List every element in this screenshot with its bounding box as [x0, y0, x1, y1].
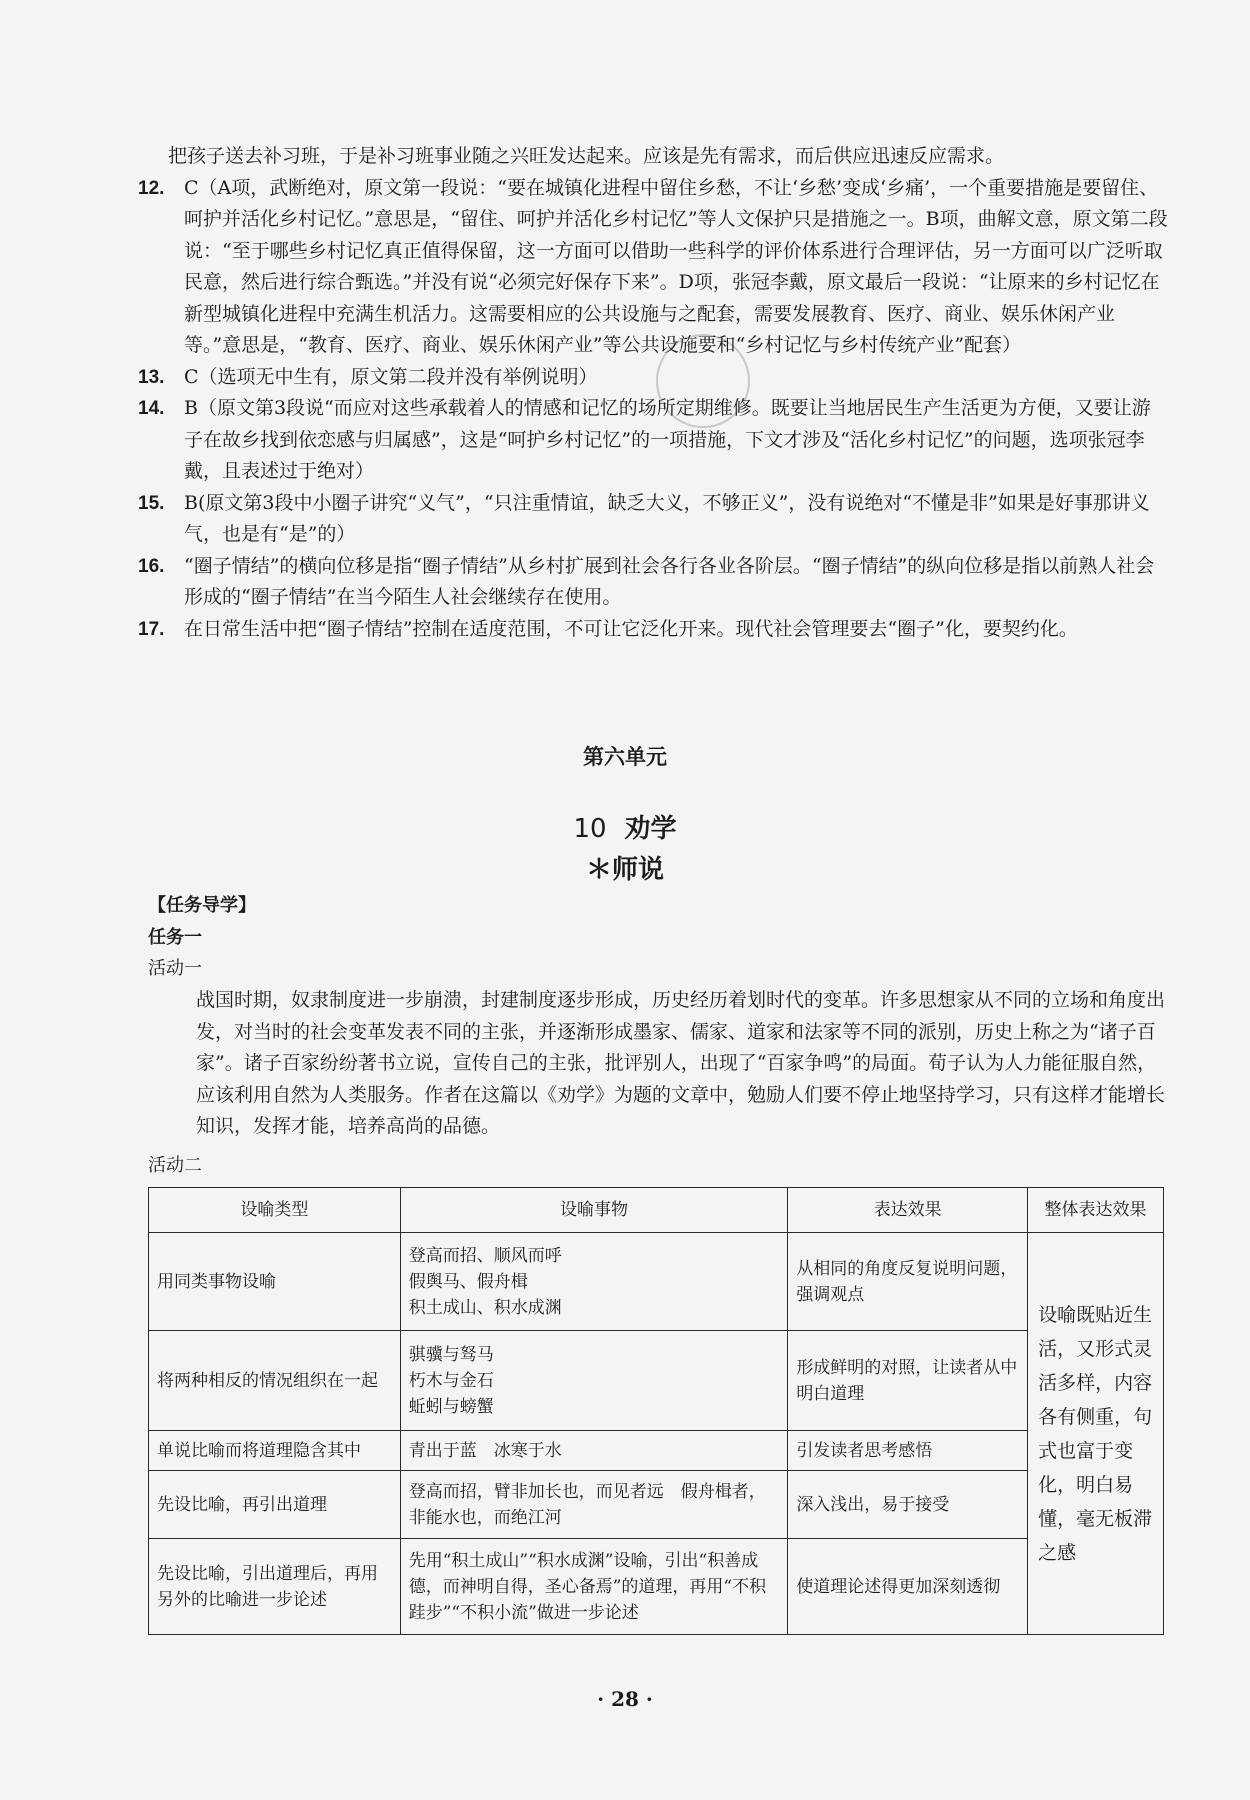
- page-number: · 28 ·: [597, 1687, 653, 1711]
- answer-number: 15.: [138, 492, 165, 514]
- unit-title: 第六单元: [583, 745, 667, 769]
- answer-item: [138, 551, 1168, 614]
- activity-heading: 活动二: [148, 1155, 202, 1176]
- effect-cell: 形成鲜明的对照，让读者从中明白道理: [788, 1331, 1028, 1431]
- table-header-cell: 设喻事物: [400, 1188, 788, 1233]
- metaphor-thing: 青出于蓝 冰寒于水: [408, 1440, 562, 1461]
- metaphor-table: [148, 1187, 1164, 1635]
- overall-effect-cell: 设喻既贴近生活，又形式灵活多样，内容各有侧重，句式也富于变化，明白易懂，毫无板滞之感: [1028, 1233, 1164, 1635]
- answer-number: 12.: [138, 177, 165, 199]
- lesson-title: [0, 810, 1250, 848]
- effect-cell: 使道理论述得更加深刻透彻: [788, 1539, 1028, 1635]
- metaphor-things-cell: [400, 1539, 788, 1635]
- metaphor-thing: 先用“积土成山”“积水成渊”设喻，引出“积善成德，而神明自得，圣心备焉”的道理，再用“不积跬步”“不积小流”做进一步论述: [408, 1550, 767, 1623]
- metaphor-things-cell: [400, 1331, 788, 1431]
- table-row: [149, 1233, 1164, 1331]
- answer-text: C（A项，武断绝对，原文第一段说：“要在城镇化进程中留住乡愁，不让‘乡愁’变成‘乡痛’，一个重要措施是要留住、呵护并活化乡村记忆。”意思是，“留住、呵护并活化乡村记忆”等人文保护只是措施之一。B项，曲解文意，原文第二段说：“至于哪些乡村记忆真正值得保留，这一方面可以借助一些科学的评价体系进行合理评估，另一方面可以广泛听取民意，然后进行综合甄选。”并没有说“必须完好保存下来”。D项，张冠李戴，原文最后一段说：“让原来的乡村记忆在新型城镇化进程中充满生机活力。这需要相应的公共设施与之配套，需要发展教育、医疗、商业、娱乐休闲产业等。”意思是，“教育、医疗、商业、娱乐休闲产业”等公共设施要和“乡村记忆与乡村传统产业”配套）: [184, 176, 1168, 356]
- answer-number: 16.: [138, 555, 165, 577]
- metaphor-things-cell: [400, 1471, 788, 1539]
- answer-item: [138, 173, 1168, 362]
- metaphor-thing: 蚯蚓与螃蟹: [408, 1396, 494, 1417]
- metaphor-things-cell: [400, 1233, 788, 1331]
- answer-number: 14.: [138, 398, 165, 419]
- task-heading: 任务一: [148, 927, 202, 948]
- table-header-cell: 设喻类型: [149, 1188, 401, 1233]
- answer-text: C（选项无中生有，原文第二段并没有举例说明）: [184, 365, 598, 388]
- activity-heading: 活动一: [148, 958, 202, 979]
- table-header-row: [149, 1188, 1164, 1233]
- metaphor-type-cell: 单说比喻而将道理隐含其中: [149, 1431, 401, 1471]
- metaphor-thing: 朽木与金石: [408, 1370, 494, 1391]
- answer-number: 13.: [138, 366, 165, 388]
- table-header-cell: 整体表达效果: [1028, 1188, 1164, 1233]
- metaphor-things-cell: [400, 1431, 788, 1471]
- answer-text: B(原文第3段中小圈子讲究“义气”，“只注重情谊，缺乏大义，不够正义”，没有说绝对“不懂是非”如果是好事那讲义气，也是有“是”的）: [184, 491, 1150, 545]
- section-guide-heading: 【任务导学】: [148, 895, 256, 916]
- metaphor-type-cell: 将两种相反的情况组织在一起: [149, 1331, 401, 1431]
- metaphor-thing: 登高而招、顺风而呼: [408, 1245, 562, 1266]
- activity-paragraph: 战国时期，奴隶制度进一步崩溃，封建制度逐步形成，历史经历着划时代的变革。许多思想家从不同的立场和角度出发，对当时的社会变革发表不同的主张，并逐渐形成墨家、儒家、道家和法家等不同的派别，历史上称之为“诸子百家”。诸子百家纷纷著书立说，宣传自己的主张，批评别人，出现了“百家争鸣”的局面。荀子认为人力能征服自然，应该利用自然为人类服务。作者在这篇以《劝学》为题的文章中，勉励人们要不停止地坚持学习，只有这样才能增长知识，发挥才能，培养高尚的品德。: [196, 989, 1166, 1137]
- answer-number: 17.: [138, 618, 165, 640]
- lesson-subtitle: ＊师说: [585, 855, 664, 885]
- metaphor-thing: 登高而招，臂非加长也，而见者远 假舟楫者，非能水也，而绝江河: [408, 1481, 766, 1528]
- effect-cell: 引发读者思考感悟: [788, 1431, 1028, 1471]
- metaphor-thing: 假舆马、假舟楫: [408, 1271, 528, 1292]
- answer-continuation: 把孩子送去补习班，于是补习班事业随之兴旺发达起来。应该是先有需求，而后供应迅速反应需求。: [168, 145, 1005, 167]
- answer-item: [138, 393, 1168, 488]
- lesson-number: 10: [573, 814, 607, 844]
- answer-text: “圈子情结”的横向位移是指“圈子情结”从乡村扩展到社会各行各业各阶层。“圈子情结”的纵向位移是指以前熟人社会形成的“圈子情结”在当今陌生人社会继续存在使用。: [184, 554, 1155, 608]
- metaphor-type-cell: 先设比喻，引出道理后，再用另外的比喻进一步论述: [149, 1539, 401, 1635]
- metaphor-thing: 骐骥与驽马: [408, 1344, 494, 1365]
- answer-item: [138, 488, 1168, 551]
- table-row: [149, 1431, 1164, 1471]
- answer-list: [138, 141, 1168, 645]
- metaphor-type-cell: 先设比喻，再引出道理: [149, 1471, 401, 1539]
- table-row: [149, 1539, 1164, 1635]
- effect-cell: 从相同的角度反复说明问题，强调观点: [788, 1233, 1028, 1331]
- table-header-cell: 表达效果: [788, 1188, 1028, 1233]
- answer-text: B（原文第3段说“而应对这些承载着人的情感和记忆的场所定期维修。既要让当地居民生产生活更为方便，又要让游子在故乡找到依恋感与归属感”，这是“呵护乡村记忆”的一项措施，下文才涉及“活化乡村记忆”的问题，选项张冠李戴，且表述过于绝对）: [184, 397, 1151, 482]
- metaphor-type-cell: 用同类事物设喻: [149, 1233, 401, 1331]
- table-row: [149, 1471, 1164, 1539]
- answer-item: [138, 362, 1168, 394]
- metaphor-thing: 积土成山、积水成渊: [408, 1297, 562, 1318]
- table-row: [149, 1331, 1164, 1431]
- answer-text: 在日常生活中把“圈子情结”控制在适度范围，不可让它泛化开来。现代社会管理要去“圈子”化，要契约化。: [184, 617, 1078, 640]
- effect-cell: 深入浅出，易于接受: [788, 1471, 1028, 1539]
- answer-item: [138, 614, 1168, 646]
- lesson-name: 劝学: [624, 814, 677, 844]
